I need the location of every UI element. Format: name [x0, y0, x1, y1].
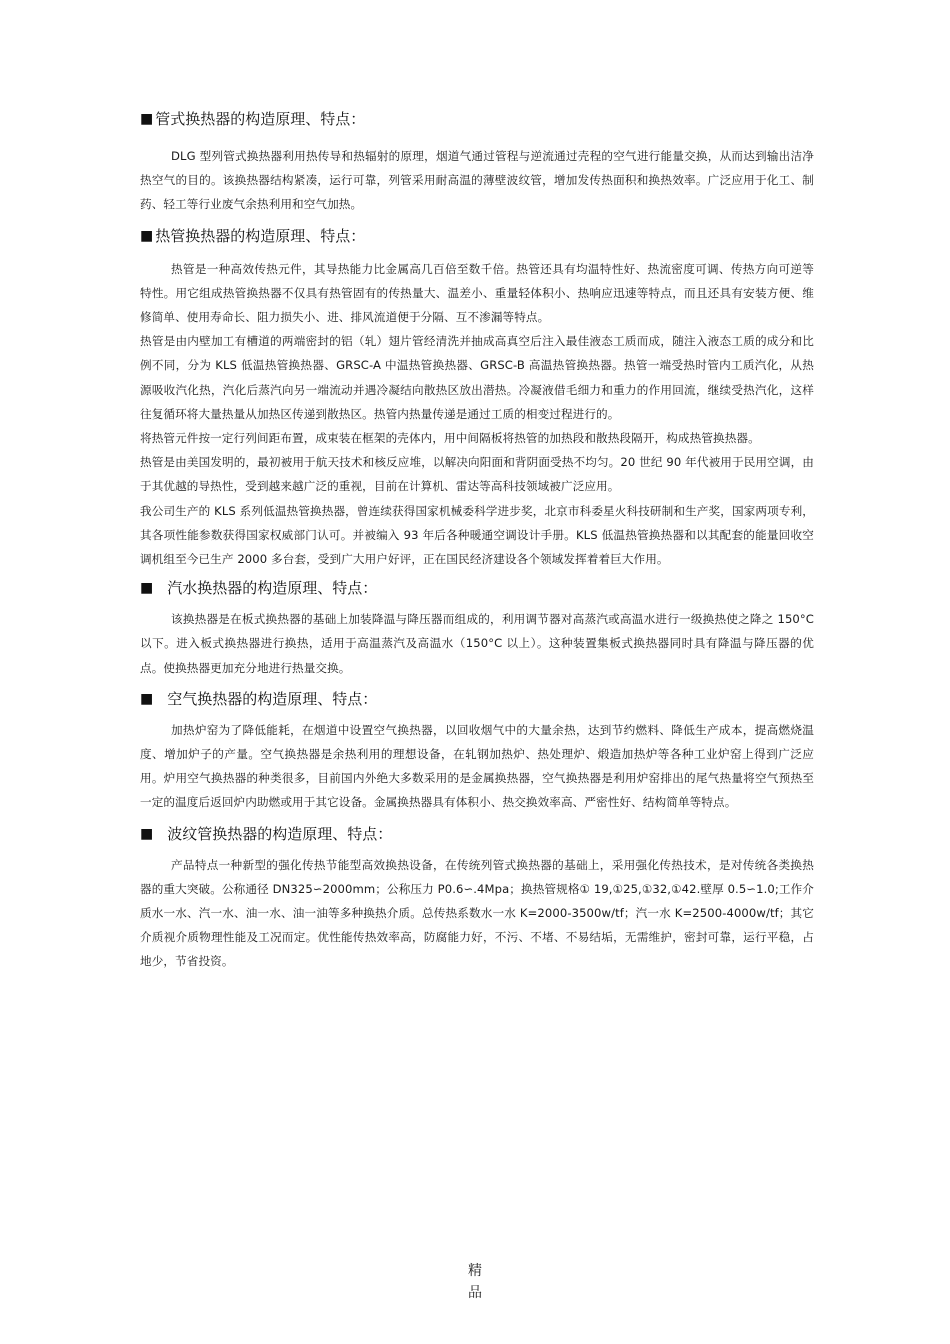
page-footer: [463, 1260, 487, 1304]
section-heading-steam-water-exchanger: [140, 577, 814, 599]
paragraph: 我公司生产的 KLS 系列低温热管换热器，曾连续获得国家机械委科学进步奖，北京市科委星火科技研制和生产奖，国家两项专利，其各项性能参数获得国家权威部门认可。并被编入 93 年后各种暖通空调设计手册。KLS 低温热管换热器和以其配套的能量回收空调机组至今已生产 2000 多台套，受到广大用户好评，正在国民经济建设各个领域发挥着着巨大作用。: [140, 503, 814, 567]
section-title: 波纹管换热器的构造原理、特点：: [167, 824, 393, 843]
footer-char: 精: [468, 1263, 482, 1279]
bullet-square-icon: ■: [140, 690, 154, 707]
paragraph: 加热炉窑为了降低能耗，在烟道中设置空气换热器，以回收烟气中的大量余热，达到节约燃料、降低生产成本，提高燃烧温度、增加炉子的产量。空气换热器是余热利用的理想设备，在轧钢加热炉、热处理炉、煅造加热炉等各种工业炉窑上得到广泛应用。炉用空气换热器的种类很多，目前国内外绝大多数采用的是金属换热器，空气换热器是利用炉窑排出的尾气热量将空气预热至一定的温度后返回炉内助燃或用于其它设备。金属换热器具有体积小、热交换效率高、严密性好、结构简单等特点。: [140, 722, 814, 810]
section-title: 汽水换热器的构造原理、特点：: [167, 579, 378, 598]
document-body: [140, 108, 814, 974]
section-heading-corrugated-tube-exchanger: [140, 823, 814, 845]
bullet-square-icon: ■: [140, 825, 154, 842]
paragraph: DLG 型列管式换热器利用热传导和热辐射的原理，烟道气通过管程与逆流通过壳程的空气进行能量交换，从而达到输出洁净热空气的目的。该换热器结构紧凑，运行可靠，列管采用耐高温的薄壁波纹管，增加发传热面积和换热效率。广泛应用于化工、制药、轻工等行业废气余热利用和空气加热。: [140, 149, 814, 212]
bullet-square-icon: ■: [140, 580, 154, 597]
footer-char: 品: [468, 1285, 482, 1301]
section-heading-heat-pipe-exchanger: [140, 225, 814, 247]
section-title: 空气换热器的构造原理、特点：: [167, 689, 378, 708]
paragraph: 热管是由内壁加工有槽道的两端密封的铝（轧）翅片管经清洗并抽成高真空后注入最佳液态工质而成，随注入液态工质的成分和比例不同，分为 KLS 低温热管换热器、GRSC-A 中温热管换热器、GRSC-B 高温热管换热器。热管一端受热时管内工质汽化，从热源吸收汽化热，汽化后蒸汽向另一端流动并遇冷凝结向散热区放出潜热。冷凝液借毛细力和重力的作用回流，继续受热汽化，这样往复循环将大量热量从加热区传递到散热区。热管内热量传递是通过工质的相变过程进行的。: [140, 334, 814, 421]
section-heading-tube-exchanger: [140, 108, 814, 130]
bullet-square-icon: ■: [140, 227, 154, 244]
section-title: 管式换热器的构造原理、特点：: [155, 110, 366, 128]
paragraph: 热管是由美国发明的，最初被用于航天技术和核反应堆，以解决向阳面和背阴面受热不均匀。20 世纪 90 年代被用于民用空调，由于其优越的导热性，受到越来越广泛的重视，目前在计算机、雷达等高科技领域被广泛应用。: [140, 455, 814, 494]
paragraph: 热管是一种高效传热元件，其导热能力比金属高几百倍至数千倍。热管还具有均温特性好、热流密度可调、传热方向可逆等特性。用它组成热管换热器不仅具有热管固有的传热量大、温差小、重量轻体积小、热响应迅速等特点，而且还具有安装方便、维修简单、使用寿命长、阻力损失小、进、排风流道便于分隔、互不渗漏等特点。: [140, 261, 814, 325]
bullet-square-icon: ■: [140, 111, 154, 127]
paragraph: 将热管元件按一定行列间距布置，成束装在框架的壳体内，用中间隔板将热管的加热段和散热段隔开，构成热管换热器。: [140, 431, 760, 446]
section-title: 热管换热器的构造原理、特点：: [155, 226, 366, 245]
paragraph: 产品特点一种新型的强化传热节能型高效换热设备，在传统列管式换热器的基础上，采用强化传热技术，是对传统各类换热器的重大突破。公称通径 DN325∽2000mm；公称压力 P0.6∽.4Mpa；换热管规格① 19,①25,①32,①42.壁厚 0.5∽1.0;工作介质水一水、汽一水、油一水、油一油等多种换热介质。总传热系数水一水 K=2000-3500w/tf；汽一水 K=2500-4000w/tf；其它介质视介质物理性能及工况而定。优性能传热效率高，防腐能力好，不污、不堵、不易结垢，无需维护，密封可靠，运行平稳，占地少，节省投资。: [140, 857, 814, 969]
paragraph: 该换热器是在板式换热器的基础上加装降温与降压器而组成的，利用调节器对高蒸汽或高温水进行一级换热使之降之 150°C 以下。进入板式换热器进行换热，适用于高温蒸汽及高温水（150°C 以上）。这种装置集板式换热器同时具有降温与降压器的优点。使换热器更加充分地进行热量交换。: [140, 612, 814, 675]
section-heading-air-exchanger: [140, 688, 814, 710]
